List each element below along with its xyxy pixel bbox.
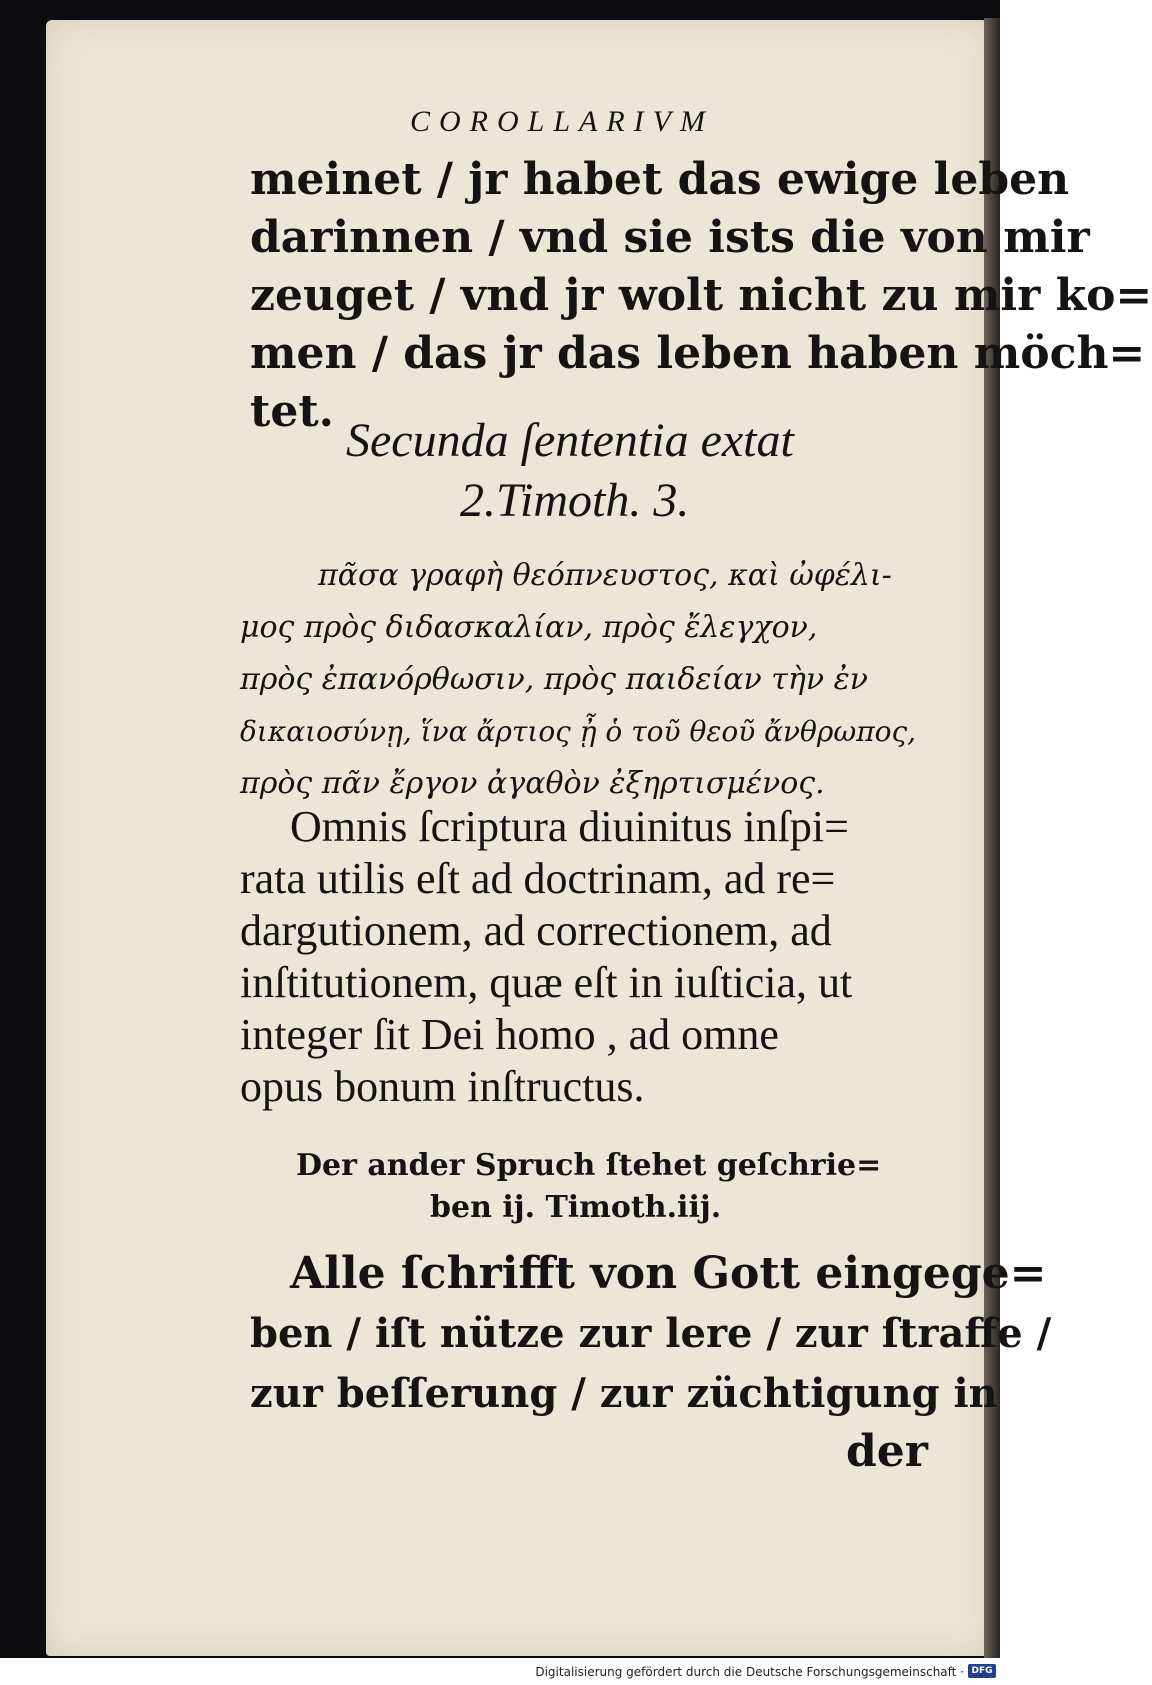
latin-line-5: integer ſit Dei homo , ad omne: [240, 1010, 779, 1059]
german-bottom-line-2: ben / iſt nütze zur lere / zur ſtraffe /: [250, 1310, 1052, 1357]
latin-line-2: rata utilis eſt ad doctrinam, ad re=: [240, 854, 836, 903]
german-heading-line-1: Der ander Spruch ſtehet geſchrie=: [296, 1148, 882, 1183]
german-heading-line-2: ben ij. Timoth.iij.: [430, 1190, 722, 1225]
latin-line-3: dargutionem, ad correctionem, ad: [240, 906, 832, 955]
greek-line-4: δικαιοσύνῃ, ἵνα ἄρτιος ᾖ ὁ τοῦ θεοῦ ἄνθρωπος,: [240, 715, 917, 748]
german-bottom-line-1: Alle ſchrifft von Gott eingege=: [290, 1248, 1047, 1299]
greek-line-2: μος πρὸς διδασκαλίαν, πρὸς ἔλεγχον,: [240, 610, 818, 645]
latin-line-1: Omnis ſcriptura diuinitus inſpi=: [290, 802, 849, 851]
greek-line-3: πρὸς ἐπανόρθωσιν, πρὸς παιδείαν τὴν ἐν: [240, 662, 868, 697]
dfg-logo: DFG: [968, 1664, 996, 1678]
german-line-1: meinet / jr habet das ewige leben: [250, 154, 1070, 205]
latin-heading-line-1: Secunda ſententia extat: [346, 414, 794, 467]
latin-heading-line-2: 2.Timoth. 3.: [460, 474, 690, 527]
footer-bar: [0, 1660, 1000, 1685]
german-bottom-line-3: zur beſſerung / zur züchtigung in: [250, 1370, 998, 1417]
latin-line-6: opus bonum inſtructus.: [240, 1062, 645, 1111]
greek-line-5: πρὸς πᾶν ἔργον ἀγαθὸν ἐξηρτισμένος.: [240, 766, 825, 801]
greek-line-1: πᾶσα γραφὴ θεόπνευστος, καὶ ὠφέλι-: [318, 558, 892, 593]
german-line-3: zeuget / vnd jr wolt nicht zu mir ko=: [250, 270, 1152, 321]
german-line-5: tet.: [250, 386, 334, 437]
running-head: COROLLARIVM: [410, 105, 714, 138]
latin-line-4: inſtitutionem, quæ eſt in iuſticia, ut: [240, 958, 853, 1007]
german-line-2: darinnen / vnd sie ists die von mir: [250, 212, 1090, 263]
funding-notice: Digitalisierung gefördert durch die Deutsche Forschungsgemeinschaft ·: [535, 1665, 964, 1679]
catchword: der: [846, 1426, 928, 1477]
german-line-4: men / das jr das leben haben möch=: [250, 328, 1146, 379]
